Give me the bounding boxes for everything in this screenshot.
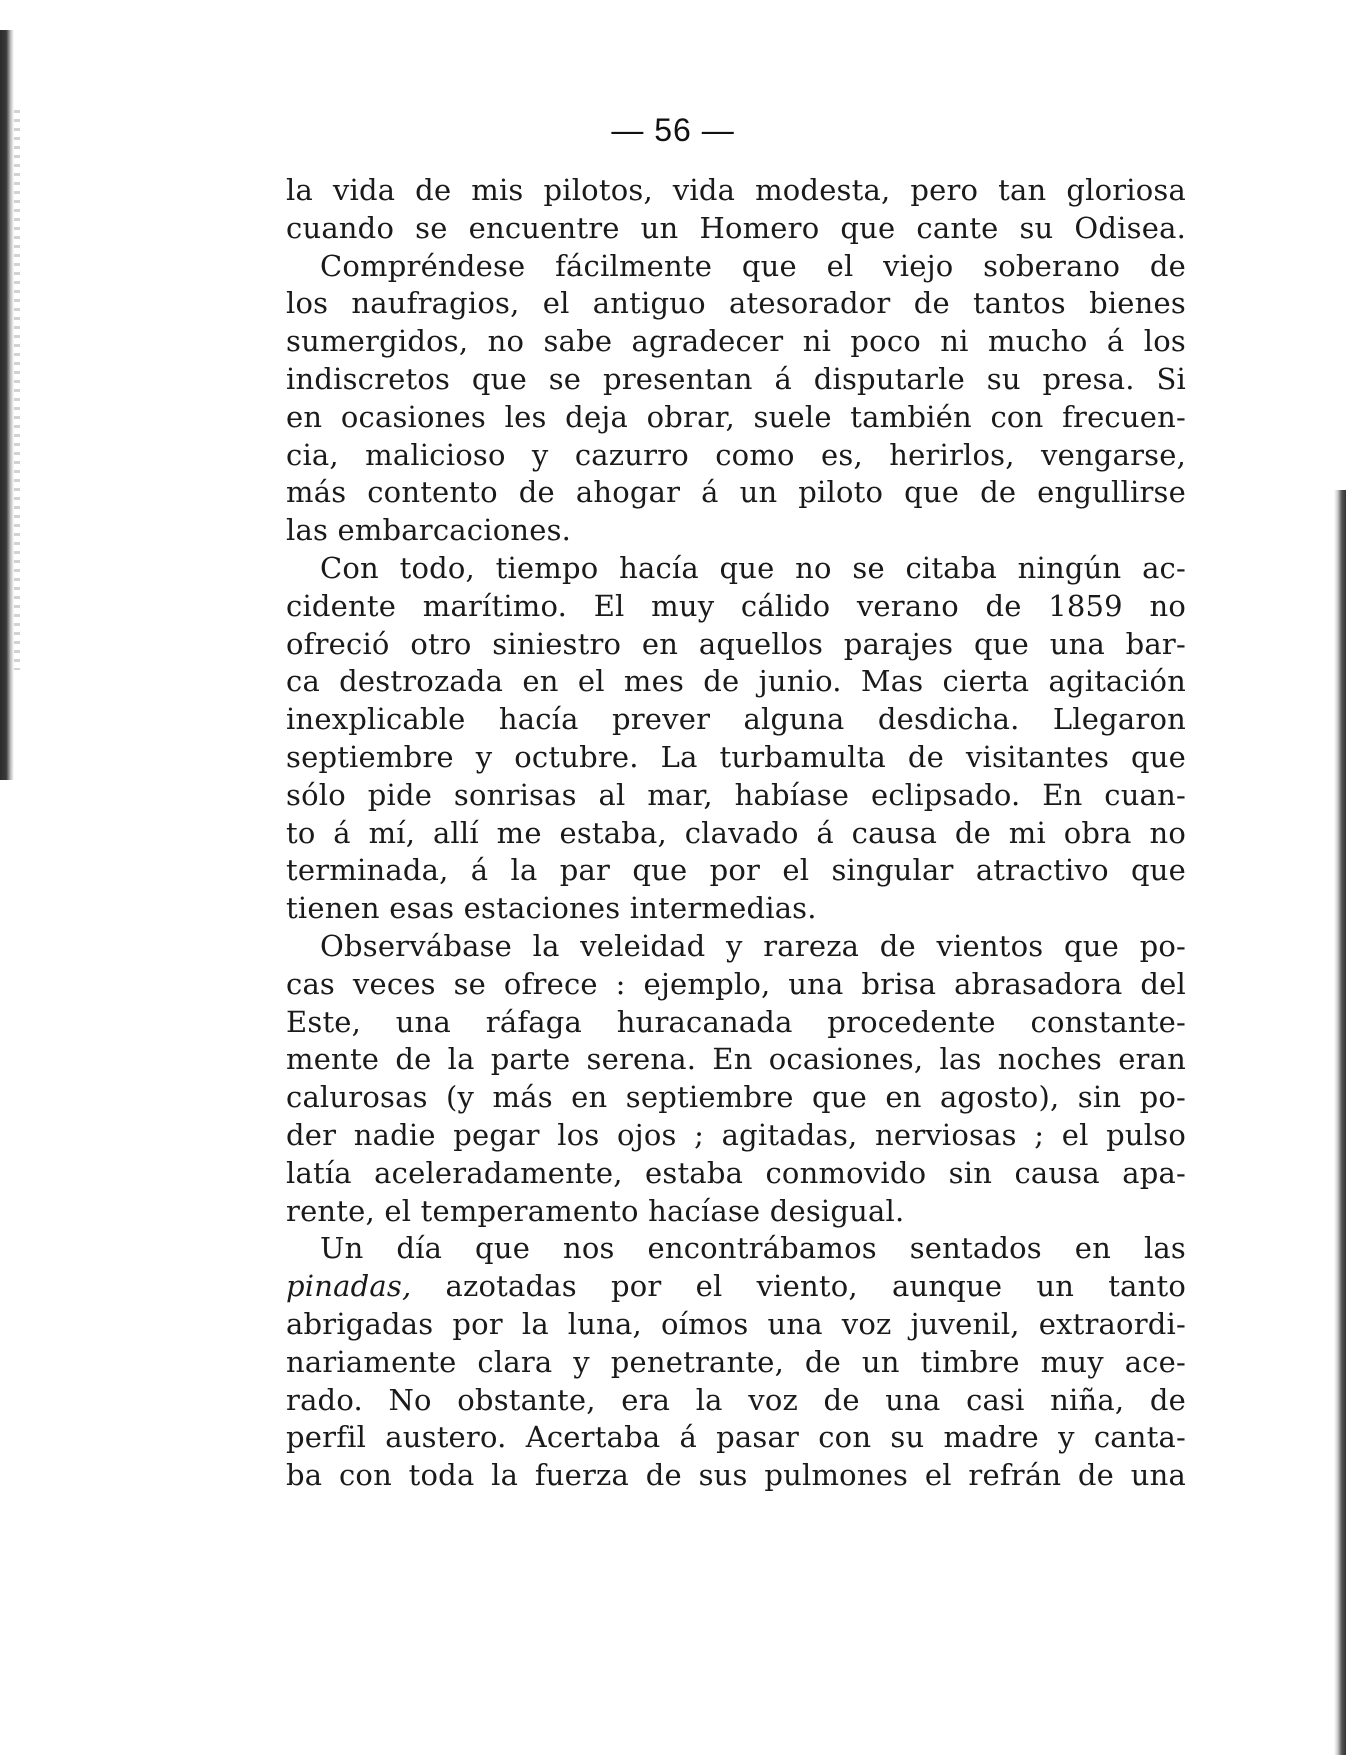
text-line: en ocasiones les deja obrar, suele también con frecuen- [286, 399, 1186, 434]
text-line: rado. No obstante, era la voz de una casi niña, de [286, 1382, 1186, 1417]
text-line: ca destrozada en el mes de junio. Mas cierta agitación [286, 664, 1186, 699]
text-line: septiembre y octubre. La turbamulta de visitantes que [286, 739, 1186, 774]
text-line: los naufragios, el antiguo atesorador de tantos bienes [286, 286, 1186, 321]
text-line: indiscretos que se presentan á disputarle su presa. Si [286, 361, 1186, 396]
paragraph [286, 172, 1186, 248]
text-line-with-italic [286, 1268, 1186, 1306]
text-line: perfil austero. Acertaba á pasar con su madre y canta- [286, 1420, 1186, 1455]
text-line: Observábase la veleidad y rareza de vientos que po- [320, 928, 1186, 963]
paragraph [286, 928, 1186, 1230]
text-line: las embarcaciones. [286, 513, 572, 548]
page-edge-shadow-right [1334, 490, 1346, 1755]
page-number: — 56 — [611, 112, 735, 148]
text-line: abrigadas por la luna, oímos una voz juvenil, extraordi- [286, 1306, 1186, 1341]
text-line: ofreció otro siniestro en aquellos parajes que una bar- [286, 626, 1186, 661]
text-line: der nadie pegar los ojos ; agitadas, nerviosas ; el pulso [286, 1117, 1186, 1152]
text-line: Con todo, tiempo hacía que no se citaba ningún ac- [320, 550, 1186, 585]
text-line: Este, una ráfaga huracanada procedente constante- [286, 1004, 1186, 1039]
text-line: latía aceleradamente, estaba conmovido sin causa apa- [286, 1155, 1186, 1190]
text-line: más contento de ahogar á un piloto que de engullirse [286, 475, 1186, 510]
text-line: la vida de mis pilotos, vida modesta, pero tan gloriosa [286, 173, 1186, 207]
text-line-rest: azotadas por el viento, aunque un tanto [445, 1269, 1187, 1304]
text-line: cia, malicioso y cazurro como es, herirlos, vengarse, [286, 437, 1186, 472]
paragraph [286, 550, 1186, 928]
body-text [286, 172, 1186, 1495]
paragraph [286, 1230, 1186, 1495]
text-line: tienen esas estaciones intermedias. [286, 891, 817, 926]
text-line: calurosas (y más en septiembre que en agosto), sin po- [286, 1080, 1186, 1115]
text-line: nariamente clara y penetrante, de un timbre muy ace- [286, 1344, 1186, 1379]
text-line: Compréndese fácilmente que el viejo soberano de [320, 248, 1186, 283]
text-line: terminada, á la par que por el singular atractivo que [286, 853, 1186, 888]
text-line: mente de la parte serena. En ocasiones, las noches eran [286, 1042, 1186, 1077]
paragraph [286, 248, 1186, 550]
text-line: to á mí, allí me estaba, clavado á causa de mi obra no [286, 815, 1186, 850]
binding-speckle-left [14, 110, 20, 670]
text-line: Un día que nos encontrábamos sentados en las [320, 1231, 1186, 1266]
text-line: sólo pide sonrisas al mar, habíase eclipsado. En cuan- [286, 777, 1186, 812]
text-line: inexplicable hacía prever alguna desdicha. Llegaron [286, 702, 1186, 737]
text-line: sumergidos, no sabe agradecer ni poco ni mucho á los [286, 324, 1186, 359]
text-line: cas veces se ofrece : ejemplo, una brisa abrasadora del [286, 966, 1186, 1001]
text-line: rente, el temperamento hacíase desigual. [286, 1193, 905, 1228]
text-line: cuando se encuentre un Homero que cante su Odisea. [286, 210, 1186, 245]
text-line: ba con toda la fuerza de sus pulmones el refrán de una [286, 1458, 1186, 1493]
text-line: cidente marítimo. El muy cálido verano de 1859 no [286, 588, 1186, 623]
italic-word: pinadas, [286, 1269, 412, 1304]
